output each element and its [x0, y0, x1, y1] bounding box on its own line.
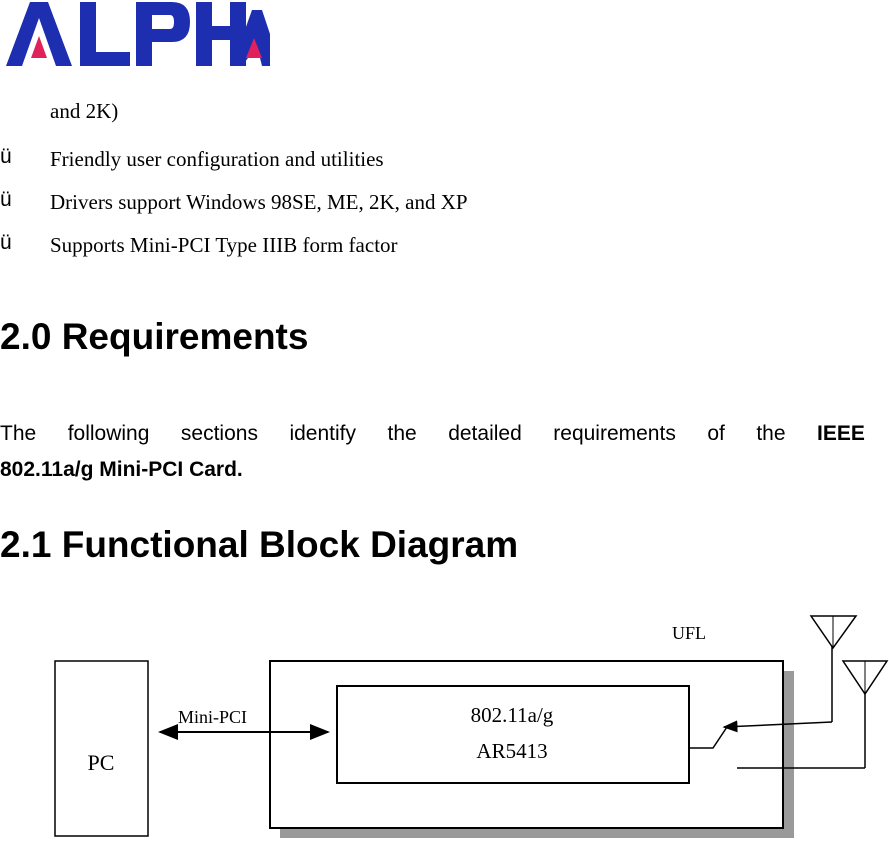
antenna-1-icon: [811, 616, 856, 648]
pc-box: [55, 661, 148, 836]
para-word: the: [387, 422, 417, 445]
para-word: sections: [180, 422, 258, 445]
section-heading-requirements: 2.0 Requirements: [0, 316, 309, 357]
continuation-line: and 2K): [50, 99, 119, 123]
antenna-2-icon: [843, 661, 887, 694]
checkmark-icon: ü: [0, 145, 12, 168]
para-word: identify: [289, 422, 356, 445]
section-heading-block-diagram: 2.1 Functional Block Diagram: [0, 524, 519, 565]
para-word: detailed: [448, 422, 522, 445]
checkmark-icon: ü: [0, 231, 12, 254]
chip-label-line1: 802.11a/g: [470, 703, 554, 727]
pc-label: PC: [87, 750, 115, 775]
functional-block-diagram: [0, 600, 889, 846]
checkmark-icon: ü: [0, 188, 12, 211]
bullet-text: Friendly user configuration and utilities: [50, 147, 384, 171]
chip-label-line2: AR5413: [476, 739, 548, 763]
para-line-2: 802.11a/g Mini-PCI Card.: [0, 458, 243, 481]
requirements-paragraph: [0, 416, 865, 488]
mini-pci-label: Mini-PCI: [178, 707, 248, 727]
ufl-label: UFL: [672, 623, 707, 643]
para-word: of: [707, 422, 725, 445]
alpha-logo: [4, 0, 274, 73]
para-bold-word: IEEE: [817, 422, 865, 445]
para-word: following: [67, 422, 150, 445]
bullet-text: Drivers support Windows 98SE, ME, 2K, and XP: [50, 190, 468, 214]
para-word: The: [0, 422, 37, 445]
chip-box: [337, 686, 689, 783]
para-word: the: [756, 422, 786, 445]
para-word: requirements: [553, 422, 676, 445]
bullet-text: Supports Mini-PCI Type IIIB form factor: [50, 233, 398, 257]
